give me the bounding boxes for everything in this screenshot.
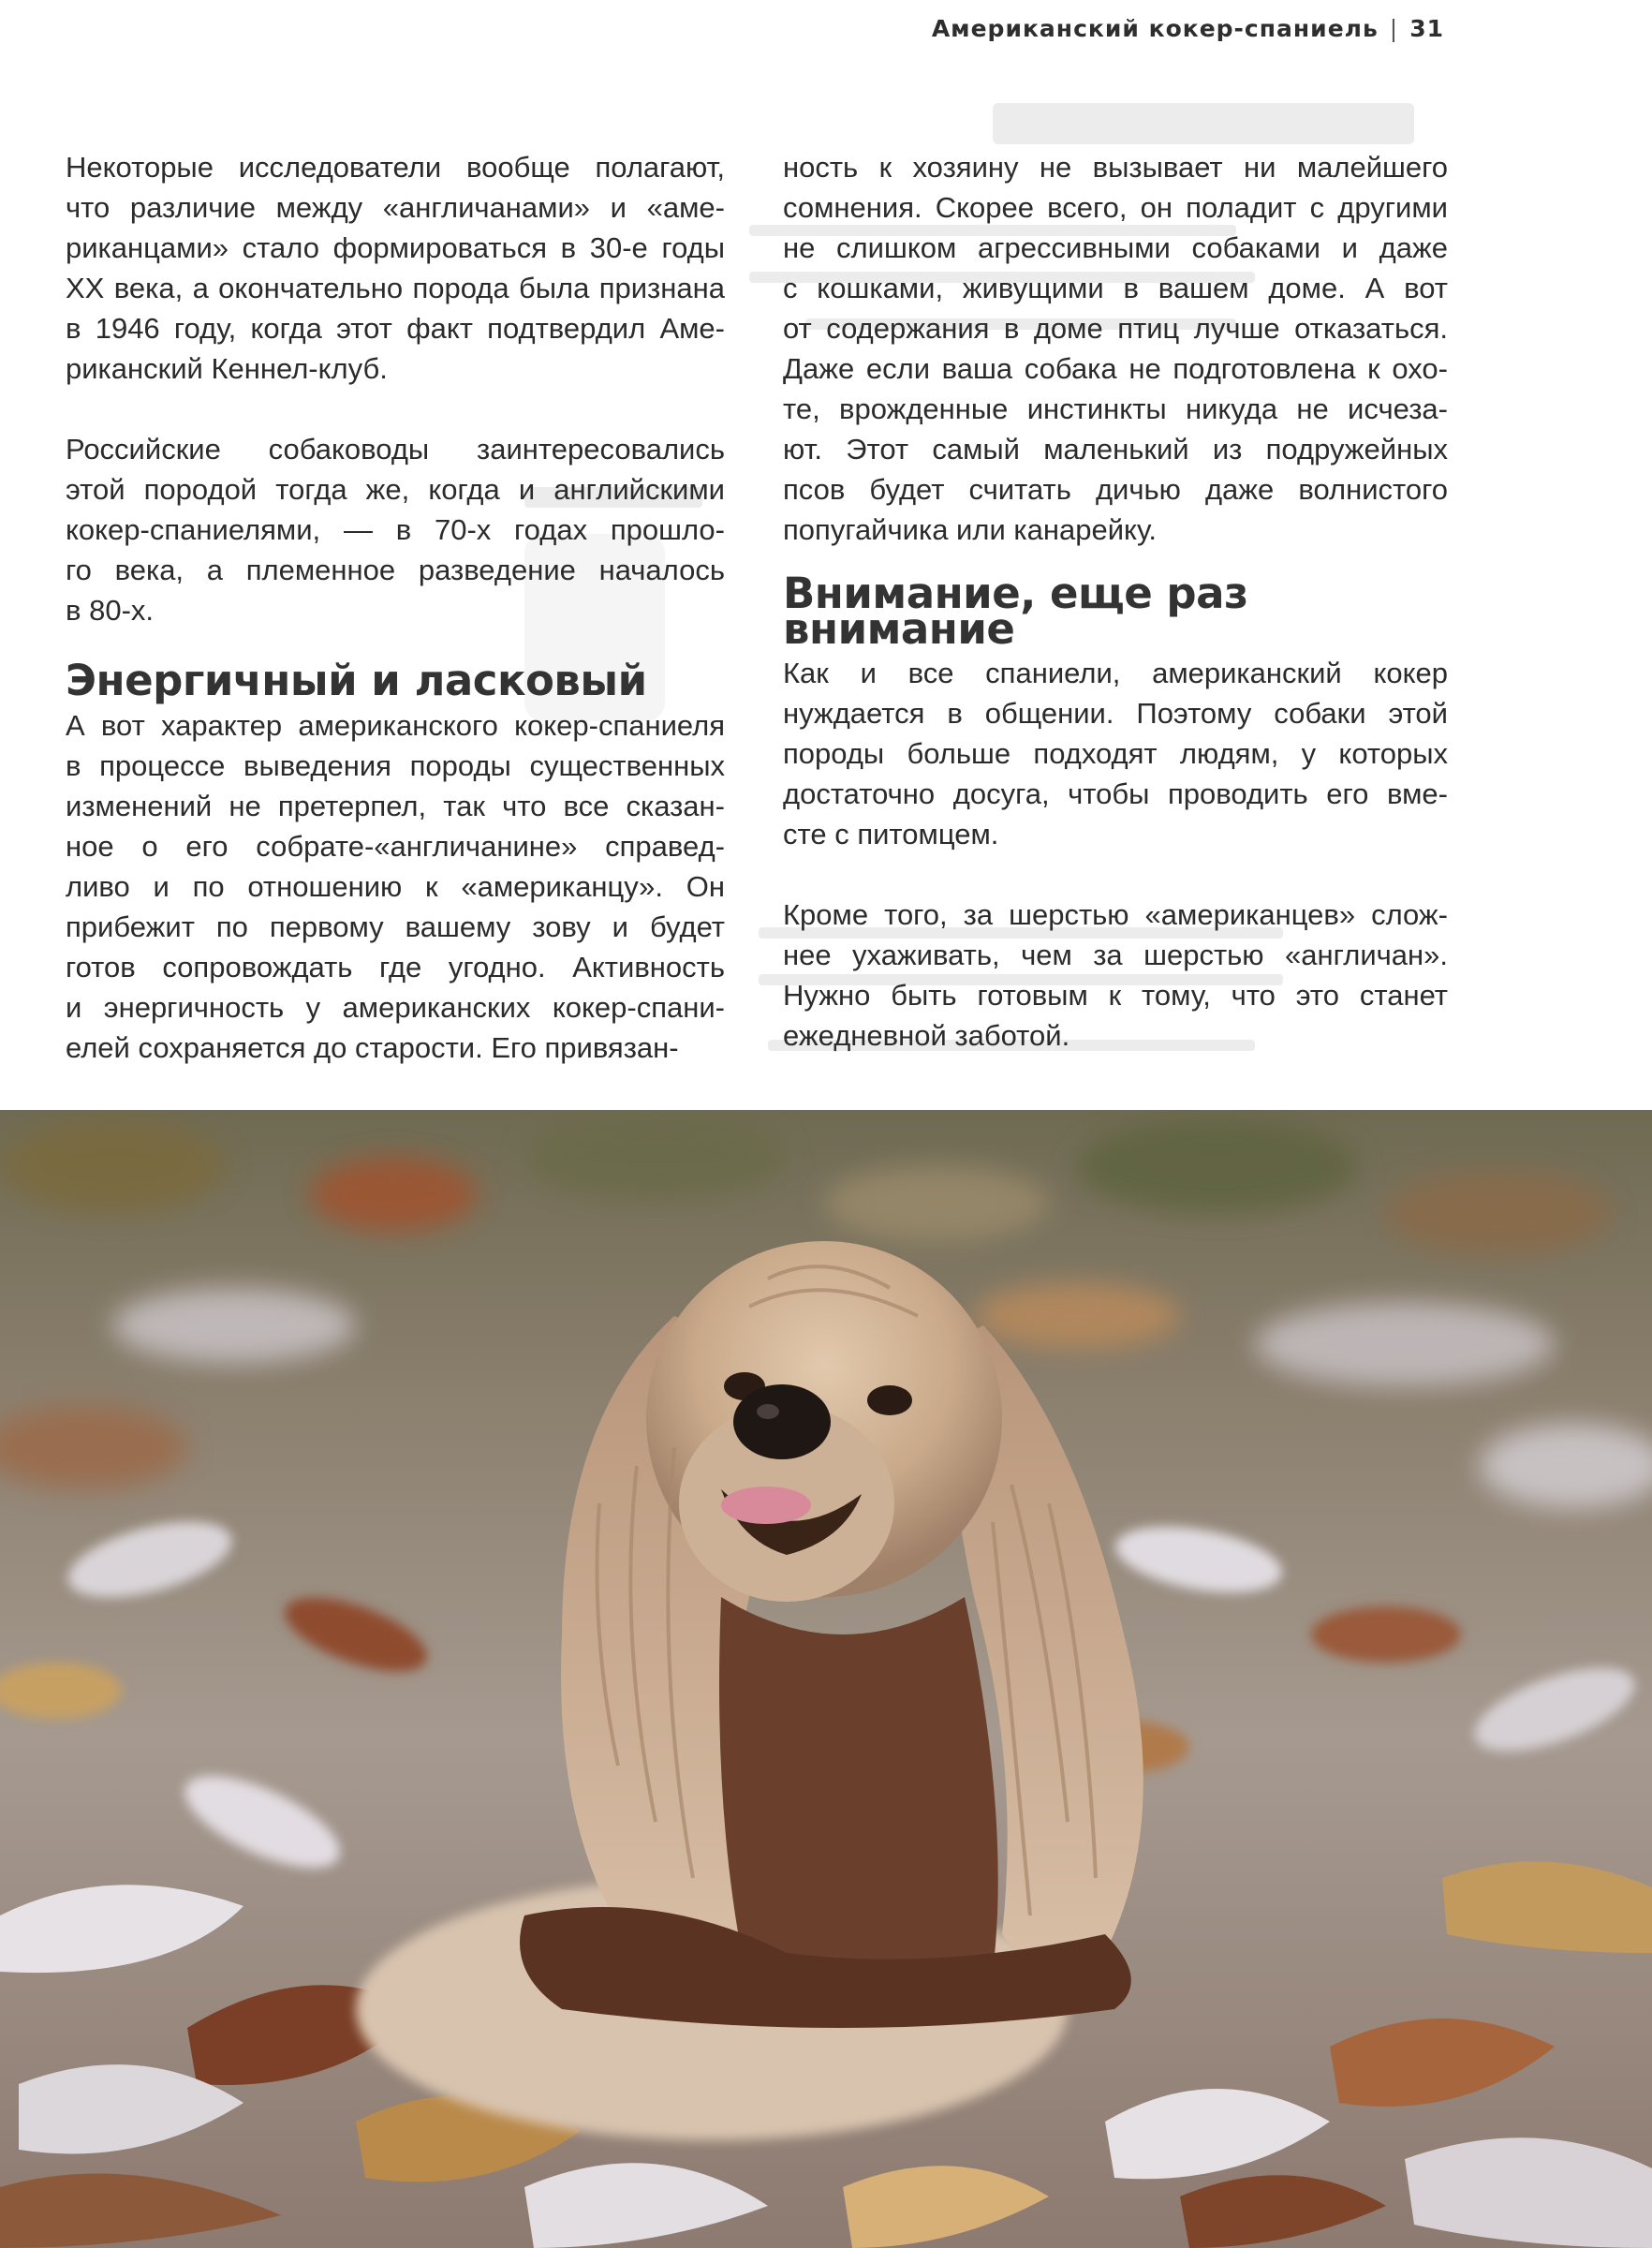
text-line: ное о его собрате-«англичанине» справед- [66, 830, 725, 863]
text-line: Кроме того, за шерстью «американцев» слож- [783, 898, 1448, 931]
left-column [66, 147, 725, 1068]
left-paragraph-3 [66, 705, 725, 1068]
right-column [783, 147, 1448, 1056]
text-line: риканцами» стало формироваться в 30-е годы [66, 231, 725, 264]
text-line: нуждается в общении. Поэтому собаки этой [783, 697, 1448, 730]
text-line: этой породой тогда же, когда и английскими [66, 473, 725, 506]
photo-illustration [0, 1110, 1652, 2248]
text-line: XX века, а окончательно порода была признана [66, 272, 725, 304]
text-line: в 80-х. [66, 594, 154, 627]
heading-line-2: внимание [783, 604, 1015, 654]
text-line: ливо и по отношению к «американцу». Он [66, 870, 725, 903]
section-heading-attention [783, 569, 1448, 654]
left-paragraph-1 [66, 147, 725, 389]
text-line: не слишком агрессивными собаками и даже [783, 231, 1448, 264]
text-line: елей сохраняется до старости. Его привязан- [66, 1031, 679, 1064]
text-line: ежедневной заботой. [783, 1019, 1070, 1052]
text-line: сте с питомцем. [783, 818, 999, 850]
text-line: Некоторые исследователи вообще полагают, [66, 151, 725, 184]
text-line: кокер-спаниелями, — в 70-х годах прошло- [66, 513, 725, 546]
section-heading-energetic: Энергичный и ласковый [66, 656, 647, 705]
heading-line-1: Внимание, еще раз [783, 569, 1248, 618]
text-line: нее ухаживать, чем за шерстью «англичан». [783, 939, 1448, 971]
text-line: в 1946 году, когда этот факт подтвердил Аме- [66, 312, 725, 345]
text-line: те, врожденные инстинкты никуда не исчеза- [783, 392, 1448, 425]
text-line: Как и все спаниели, американский кокер [783, 657, 1448, 689]
cocker-spaniel-photo [0, 1110, 1652, 2248]
text-line: попугайчика или канарейку. [783, 513, 1157, 546]
text-line: изменений не претерпел, так что все сказан- [66, 790, 725, 822]
text-line: готов сопровождать где угодно. Активность [66, 951, 725, 984]
text-line: в процессе выведения породы существенных [66, 749, 725, 782]
text-line: от содержания в доме птиц лучше отказаться. [783, 312, 1448, 345]
text-line: и энергичность у американских кокер-спани- [66, 991, 725, 1024]
text-line: ность к хозяину не вызывает ни малейшего [783, 151, 1448, 184]
text-line: псов будет считать дичью даже волнистого [783, 473, 1448, 506]
right-paragraph-1 [783, 147, 1448, 550]
running-head [932, 9, 1444, 47]
text-line: риканский Кеннел-клуб. [66, 352, 388, 385]
text-line: породы больше подходят людям, у которых [783, 737, 1448, 770]
text-line: Даже если ваша собака не подготовлена к охо- [783, 352, 1448, 385]
right-paragraph-3 [783, 895, 1448, 1056]
text-line: Российские собаководы заинтересовались [66, 433, 725, 466]
text-line: сомнения. Скорее всего, он поладит с другими [783, 191, 1448, 224]
right-paragraph-2 [783, 653, 1448, 854]
text-line: ют. Этот самый маленький из подружейных [783, 433, 1448, 466]
text-line: прибежит по первому вашему зову и будет [66, 910, 725, 943]
text-line: что различие между «англичанами» и «аме- [66, 191, 725, 224]
left-paragraph-2 [66, 429, 725, 630]
text-line: А вот характер американского кокер-спаниеля [66, 709, 725, 742]
section-title: Американский кокер-спаниель [931, 14, 1379, 42]
text-line: Нужно быть готовым к тому, что это станет [783, 979, 1448, 1012]
page-number: 31 [1409, 14, 1444, 42]
text-line: с кошками, живущими в вашем доме. А вот [783, 272, 1448, 304]
header-separator: | [1389, 14, 1399, 42]
text-line: достаточно досуга, чтобы проводить его вме- [783, 777, 1448, 810]
text-line: го века, а племенное разведение началось [66, 554, 725, 586]
